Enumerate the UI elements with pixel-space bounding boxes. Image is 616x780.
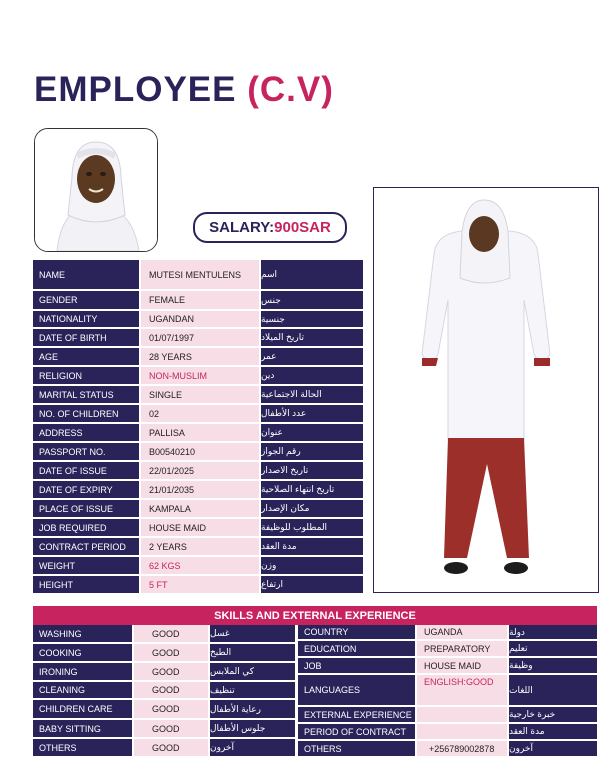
detail-arabic: تاريخ الميلاد <box>261 329 363 348</box>
page-title <box>34 70 334 110</box>
salary-badge <box>193 212 347 243</box>
detail-label: JOB REQUIRED <box>33 519 141 538</box>
languages-value: ENGLISH:GOOD <box>424 677 494 687</box>
portrait-photo <box>34 128 158 252</box>
skill-value: GOOD <box>134 682 210 700</box>
experience-value: HOUSE MAID <box>417 658 509 675</box>
experience-row-external-experience <box>298 707 597 724</box>
full-body-photo <box>373 187 599 593</box>
detail-value: 22/01/2025 <box>141 462 261 481</box>
detail-row-marital-status <box>33 386 363 405</box>
detail-label: NATIONALITY <box>33 311 141 329</box>
experience-value: PREPARATORY <box>417 641 509 658</box>
title-accent: (C.V) <box>247 70 334 109</box>
detail-arabic: جنسية <box>261 311 363 329</box>
detail-label: ADDRESS <box>33 424 141 443</box>
detail-value: HOUSE MAID <box>141 519 261 538</box>
skill-row-washing <box>33 625 295 644</box>
personal-details-table <box>33 260 363 595</box>
detail-value: 01/07/1997 <box>141 329 261 348</box>
skill-value: GOOD <box>134 720 210 739</box>
detail-value: MUTESI MENTULENS <box>141 260 261 291</box>
detail-arabic: الحالة الاجتماعية <box>261 386 363 405</box>
detail-value: 62 KGS <box>141 557 261 576</box>
detail-value: FEMALE <box>141 291 261 311</box>
skill-arabic: كي الملابس <box>210 663 295 682</box>
skills-table <box>33 625 295 758</box>
detail-arabic: جنس <box>261 291 363 311</box>
detail-value: 5 FT <box>141 576 261 595</box>
detail-row-children <box>33 405 363 424</box>
detail-label: DATE OF EXPIRY <box>33 481 141 500</box>
skill-row-cooking <box>33 644 295 663</box>
skill-row-others <box>33 739 295 758</box>
detail-value: UGANDAN <box>141 311 261 329</box>
detail-value: PALLISA <box>141 424 261 443</box>
title-main: EMPLOYEE <box>34 70 237 109</box>
experience-row-others <box>298 741 597 758</box>
salary-value: 900SAR <box>274 219 331 236</box>
detail-label: CONTRACT PERIOD <box>33 538 141 557</box>
experience-table <box>298 625 597 758</box>
experience-label: PERIOD OF CONTRACT <box>298 724 417 741</box>
skill-value: GOOD <box>134 644 210 663</box>
skill-arabic: غسل <box>210 625 295 644</box>
detail-value: B00540210 <box>141 443 261 462</box>
experience-arabic: وظيفة <box>509 658 597 675</box>
experience-row-country <box>298 625 597 641</box>
detail-row-nationality <box>33 311 363 329</box>
experience-value: UGANDA <box>417 625 509 641</box>
detail-value: 28 YEARS <box>141 348 261 367</box>
detail-arabic: ارتفاع <box>261 576 363 595</box>
experience-label: EXTERNAL EXPERIENCE <box>298 707 417 724</box>
skill-arabic: رعاية الأطفال <box>210 700 295 720</box>
detail-label: NO. OF CHILDREN <box>33 405 141 424</box>
experience-arabic: مدة العقد <box>509 724 597 741</box>
detail-row-job-required <box>33 519 363 538</box>
detail-arabic: تاريخ الاصدار <box>261 462 363 481</box>
detail-label: MARITAL STATUS <box>33 386 141 405</box>
skill-row-ironing <box>33 663 295 682</box>
detail-value: NON-MUSLIM <box>141 367 261 386</box>
experience-label: OTHERS <box>298 741 417 758</box>
skill-arabic: الطبخ <box>210 644 295 663</box>
detail-row-address <box>33 424 363 443</box>
skill-value: GOOD <box>134 739 210 758</box>
salary-label: SALARY: <box>209 219 275 236</box>
detail-label: HEIGHT <box>33 576 141 595</box>
experience-row-job <box>298 658 597 675</box>
skill-arabic: جلوس الأطفال <box>210 720 295 739</box>
skill-label: CLEANING <box>33 682 134 700</box>
detail-row-date-of-issue <box>33 462 363 481</box>
detail-row-height <box>33 576 363 595</box>
skill-label: OTHERS <box>33 739 134 758</box>
detail-label: GENDER <box>33 291 141 311</box>
experience-arabic: آخرون <box>509 741 597 758</box>
detail-arabic: عنوان <box>261 424 363 443</box>
experience-row-languages <box>298 675 597 707</box>
detail-value: 02 <box>141 405 261 424</box>
experience-label: EDUCATION <box>298 641 417 658</box>
detail-row-age <box>33 348 363 367</box>
detail-value: SINGLE <box>141 386 261 405</box>
detail-arabic: عدد الأطفال <box>261 405 363 424</box>
experience-row-education <box>298 641 597 658</box>
detail-row-contract-period <box>33 538 363 557</box>
detail-value: 21/01/2035 <box>141 481 261 500</box>
experience-arabic: دولة <box>509 625 597 641</box>
detail-row-religion <box>33 367 363 386</box>
experience-arabic: اللغات <box>509 675 597 707</box>
experience-arabic: خبرة خارجية <box>509 707 597 724</box>
detail-row-date-of-expiry <box>33 481 363 500</box>
skill-label: BABY SITTING <box>33 720 134 739</box>
experience-label: COUNTRY <box>298 625 417 641</box>
detail-value: 2 YEARS <box>141 538 261 557</box>
experience-value <box>417 724 509 741</box>
detail-row-name <box>33 260 363 291</box>
skill-label: WASHING <box>33 625 134 644</box>
detail-arabic: رقم الجواز <box>261 443 363 462</box>
skill-row-children-care <box>33 700 295 720</box>
detail-value: KAMPALA <box>141 500 261 519</box>
detail-label: DATE OF BIRTH <box>33 329 141 348</box>
detail-label: WEIGHT <box>33 557 141 576</box>
skill-label: COOKING <box>33 644 134 663</box>
detail-row-weight <box>33 557 363 576</box>
detail-row-passport <box>33 443 363 462</box>
skill-row-baby-sitting <box>33 720 295 739</box>
experience-label: JOB <box>298 658 417 675</box>
detail-arabic: اسم <box>261 260 363 291</box>
detail-arabic: وزن <box>261 557 363 576</box>
detail-arabic: دين <box>261 367 363 386</box>
detail-label: PASSPORT NO. <box>33 443 141 462</box>
skill-value: GOOD <box>134 700 210 720</box>
detail-arabic: مكان الإصدار <box>261 500 363 519</box>
detail-label: RELIGION <box>33 367 141 386</box>
detail-arabic: عمر <box>261 348 363 367</box>
detail-arabic: المطلوب للوظيفة <box>261 519 363 538</box>
detail-label: PLACE OF ISSUE <box>33 500 141 519</box>
detail-row-place-of-issue <box>33 500 363 519</box>
skill-arabic: آخرون <box>210 739 295 758</box>
skills-section-header: SKILLS AND EXTERNAL EXPERIENCE <box>33 606 597 625</box>
experience-row-period-of-contract <box>298 724 597 741</box>
skill-row-cleaning <box>33 682 295 700</box>
experience-value: +256789002878 <box>417 741 509 758</box>
experience-label: LANGUAGES <box>298 675 417 707</box>
detail-arabic: مدة العقد <box>261 538 363 557</box>
experience-arabic: تعليم <box>509 641 597 658</box>
experience-value <box>417 675 509 707</box>
detail-row-gender <box>33 291 363 311</box>
detail-row-dob <box>33 329 363 348</box>
skill-value: GOOD <box>134 663 210 682</box>
skill-arabic: تنظيف <box>210 682 295 700</box>
skill-value: GOOD <box>134 625 210 644</box>
detail-label: NAME <box>33 260 141 291</box>
skill-label: IRONING <box>33 663 134 682</box>
experience-value <box>417 707 509 724</box>
detail-label: AGE <box>33 348 141 367</box>
skill-label: CHILDREN CARE <box>33 700 134 720</box>
detail-arabic: تاريخ انتهاء الصلاحية <box>261 481 363 500</box>
detail-label: DATE OF ISSUE <box>33 462 141 481</box>
